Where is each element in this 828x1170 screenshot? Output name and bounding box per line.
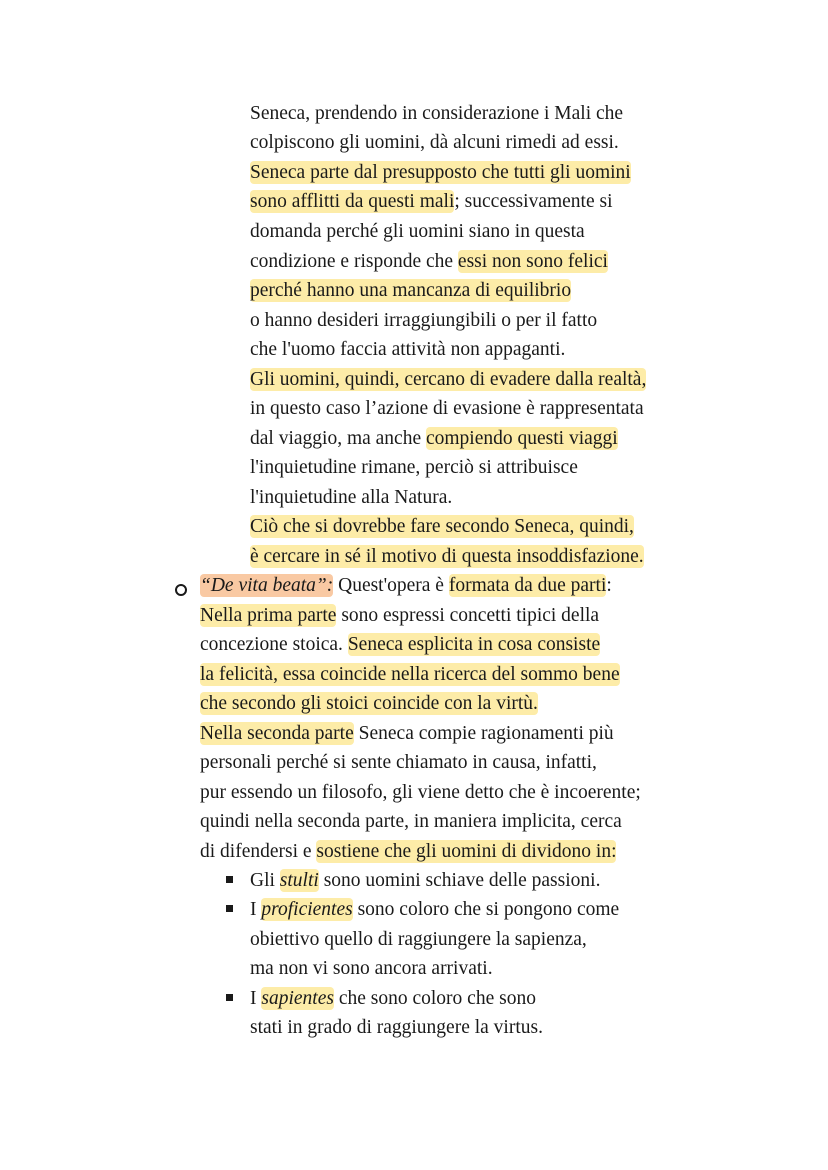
highlighted-text: essi non sono felici (457, 251, 608, 272)
text: Gli (250, 870, 280, 891)
text: Seneca, prendendo in considerazione i Mali che (250, 103, 624, 124)
square-bullet-icon (226, 994, 233, 1001)
text-line (250, 277, 571, 304)
text: dal viaggio, ma anche (250, 428, 426, 449)
highlighted-text: sostiene che gli uomini di dividono in: (316, 841, 617, 862)
text: quindi nella seconda parte, in maniera implicita, cerca (200, 811, 622, 832)
list-item (250, 985, 536, 1012)
highlighted-text: Seneca esplicita in cosa consiste (347, 634, 601, 655)
term-highlighted: stulti (279, 870, 319, 891)
text-line (250, 248, 608, 275)
text: ma non vi sono ancora arrivati. (250, 958, 493, 979)
text-line (250, 307, 597, 334)
highlighted-text: compiendo questi viaggi (425, 428, 618, 449)
list-item-continuation (250, 955, 493, 982)
text-line (250, 159, 631, 186)
text: sono coloro che si pongono come (352, 899, 620, 920)
text-line (250, 336, 565, 363)
text-line (200, 749, 597, 776)
list-item (250, 867, 600, 894)
text-line (200, 808, 622, 835)
text-line (200, 631, 600, 658)
highlighted-text: Nella prima parte (200, 605, 337, 626)
highlighted-text: Gli uomini, quindi, cercano di evadere dalla realtà, (250, 369, 647, 390)
text: concezione stoica. (200, 634, 348, 655)
highlighted-text: perché hanno una mancanza di equilibrio (250, 280, 572, 301)
text-line (200, 602, 599, 629)
text: I (250, 899, 262, 920)
text-line (250, 484, 452, 511)
text-line (250, 425, 618, 452)
text-line (250, 454, 578, 481)
text: I (250, 988, 262, 1009)
highlighted-text: Nella seconda parte (200, 723, 354, 744)
section-title: “De vita beata”: (200, 575, 334, 596)
text: Quest'opera è (333, 575, 449, 596)
text: che l'uomo faccia attività non appaganti. (250, 339, 566, 360)
text: o hanno desideri irraggiungibili o per il fatto (250, 310, 598, 331)
text: personali perché si sente chiamato in causa, infatti, (200, 752, 597, 773)
text: obiettivo quello di raggiungere la sapienza, (250, 929, 587, 950)
highlighted-text: sono afflitti da questi mali (250, 191, 455, 212)
list-item-continuation (250, 1014, 543, 1041)
highlighted-text: è cercare in sé il motivo di questa insoddisfazione. (250, 546, 644, 567)
highlighted-text: formata da due parti (448, 575, 607, 596)
text: ; successivamente si (454, 191, 613, 212)
text-line (250, 188, 613, 215)
section-heading-line (200, 572, 612, 599)
text: domanda perché gli uomini siano in questa (250, 221, 585, 242)
text-line (200, 720, 614, 747)
text-line (250, 129, 619, 156)
text: Seneca compie ragionamenti più (353, 723, 614, 744)
square-bullet-icon (226, 876, 233, 883)
list-item (250, 896, 619, 923)
text: l'inquietudine rimane, perciò si attribuisce (250, 457, 578, 478)
text-line (200, 779, 641, 806)
term-highlighted: proficientes (261, 899, 353, 920)
text: stati in grado di raggiungere la virtus. (250, 1017, 543, 1038)
text: condizione e risponde che (250, 251, 458, 272)
text: sono uomini schiave delle passioni. (318, 870, 601, 891)
text-line (250, 513, 634, 540)
text: in questo caso l’azione di evasione è rappresentata (250, 398, 644, 419)
text-line (200, 690, 538, 717)
text: : (606, 575, 612, 596)
text-line (200, 661, 620, 688)
term-highlighted: sapientes (261, 988, 334, 1009)
highlighted-text: Ciò che si dovrebbe fare secondo Seneca, quindi, (250, 516, 634, 537)
square-bullet-icon (226, 905, 233, 912)
text: sono espressi concetti tipici della (336, 605, 600, 626)
text-line (250, 543, 644, 570)
text-line (250, 100, 623, 127)
text: di difendersi e (200, 841, 317, 862)
text-line (250, 366, 646, 393)
highlighted-text: che secondo gli stoici coincide con la virtù. (200, 693, 538, 714)
text: l'inquietudine alla Natura. (250, 487, 453, 508)
text-line (250, 395, 644, 422)
highlighted-text: Seneca parte dal presupposto che tutti gli uomini (250, 162, 631, 183)
circle-bullet-icon (175, 584, 187, 596)
text: che sono coloro che sono (333, 988, 536, 1009)
text: colpiscono gli uomini, dà alcuni rimedi ad essi. (250, 132, 619, 153)
highlighted-text: la felicità, essa coincide nella ricerca del sommo bene (200, 664, 620, 685)
text-line (200, 838, 616, 865)
text: pur essendo un filosofo, gli viene detto che è incoerente; (200, 782, 641, 803)
text-line (250, 218, 585, 245)
list-item-continuation (250, 926, 587, 953)
